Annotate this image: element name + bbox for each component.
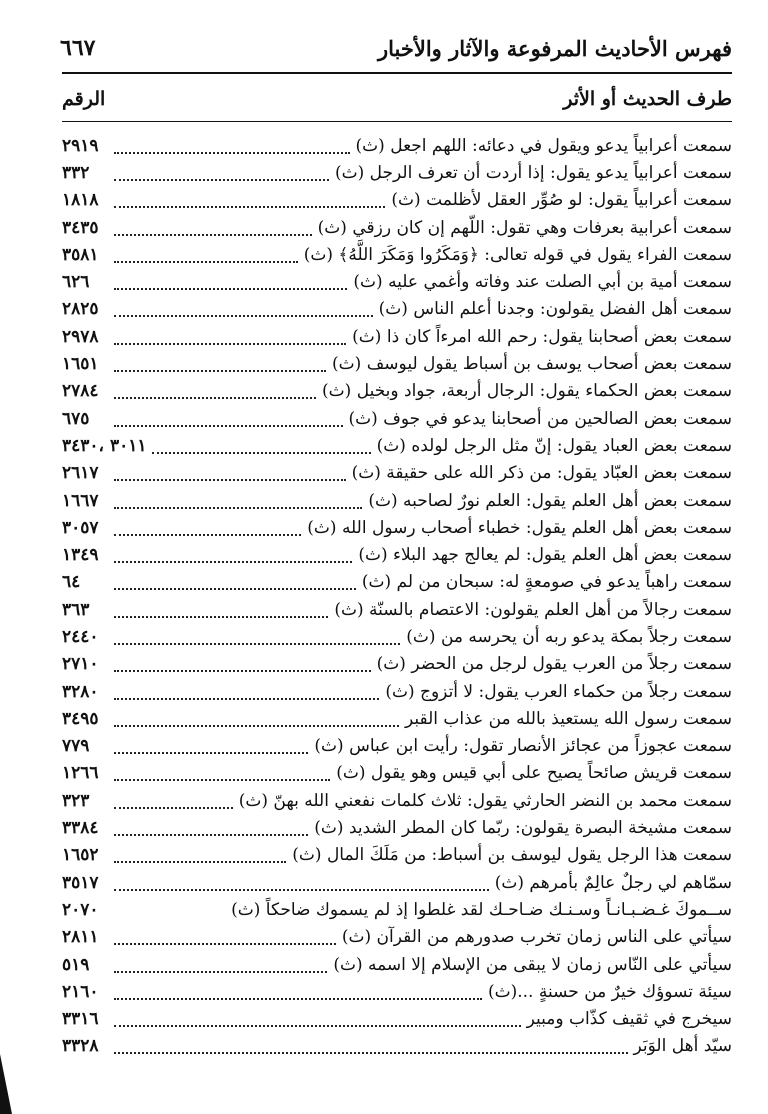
index-entry [62,596,732,623]
index-entry [62,159,732,186]
dot-leader [152,450,370,454]
dot-leader [114,750,308,754]
index-entry [62,514,732,541]
entry-number: ٦٤ [62,572,81,593]
entry-number: ١٦٥٢ [62,845,99,866]
entry-number: ٢٠٧٠ [62,899,99,920]
dot-leader [114,368,326,372]
entry-text: سمعت رجلاً من العرب يقول لرجل من الحضر (ث) [376,654,732,675]
entry-text: سمعت عجوزاً من عجائز الأنصار تقول: رأيت ابن عباس (ث) [314,736,732,757]
index-entry [62,569,732,596]
index-entry [62,951,732,978]
index-entry [62,268,732,295]
entry-text: سمعت قريش صائحاً يصيح على أبي قيس وهو يقول (ث) [336,763,732,784]
entry-text: سمعت بعض العبّاد يقول: من ذكر الله على حقيقة (ث) [351,463,732,484]
dot-leader [114,1050,628,1054]
entry-number: ٣٦٣ [62,599,90,620]
entry-number: ٣٣٢٨ [62,1036,99,1057]
entry-number: ٢٨١١ [62,927,99,948]
index-entry [62,487,732,514]
entry-text: سمعت رجلاً بمكة يدعو ربه أن يحرسه من (ث) [406,626,732,647]
dot-leader [114,777,330,781]
index-entry [62,378,732,405]
scan-edge-mark [0,1054,20,1114]
entry-number: ٣٣٨٤ [62,818,99,839]
entry-number: ٣٣١٦ [62,1009,99,1030]
entry-number: ١٨١٨ [62,190,99,211]
entry-number: ٢٧٨٤ [62,381,99,402]
index-entry [62,623,732,650]
dot-leader [114,859,286,863]
index-entry [62,1006,732,1033]
index-entry [62,896,732,923]
entry-text: سمعت أمية بن أبي الصلت عند وفاته وأغمي عليه (ث) [353,272,732,293]
entry-text: سمعت بعض أصحاب يوسف بن أسباط يقول ليوسف (ث) [332,354,732,375]
index-entry [62,705,732,732]
entry-text: سمعت بعض أهل العلم يقول: لم يعالج جهد البلاء (ث) [358,545,732,566]
text-column-header: طرف الحديث أو الأثر [563,88,732,110]
entry-number: ١٢٦٦ [62,763,99,784]
dot-leader [114,423,343,427]
dot-leader [114,532,301,536]
dot-leader [114,915,225,917]
dot-leader [114,941,336,945]
index-entry [62,350,732,377]
entry-text: سمعت أعرابياً يقول: لو صُوِّر العقل لأظلمت (ث) [391,190,732,211]
entry-text: سمعت رسول الله يستعيذ بالله من عذاب القبر [405,708,732,729]
dot-leader [114,723,399,727]
entry-number: ٢١٦٠ [62,981,99,1002]
entry-number: ٧٧٩ [62,736,90,757]
dot-leader [114,996,482,1000]
entry-text: سمعت رجلاً من حكماء العرب يقول: لا أتزوج (ث) [385,681,732,702]
entry-text: سمعت بعض الحكماء يقول: الرجال أربعة، جواد وبخيل (ث) [322,381,732,402]
index-entry [62,869,732,896]
entry-number: ٢٦١٧ [62,463,99,484]
dot-leader [114,505,362,509]
entry-text: سيخرج في ثقيف كذّاب ومبير [526,1009,732,1030]
entry-text: سيأتي على النّاس زمان لا يبقى من الإسلام إلا اسمه (ث) [333,954,732,975]
index-entry [62,924,732,951]
index-entry [62,814,732,841]
dot-leader [114,204,385,208]
column-headers [62,84,732,114]
dot-leader [114,259,298,263]
entry-text: سمعت مشيخة البصرة يقولون: ربّما كان المطر الشديد (ث) [314,818,732,839]
dot-leader [114,559,352,563]
page-header [60,30,732,66]
entry-text: سمعت أعرابية بعرفات وهي تقول: اللّهم إن كان رزقي (ث) [317,217,732,238]
index-entry [62,678,732,705]
index-entry [62,241,732,268]
index-entry [62,460,732,487]
entry-text: سمعت راهباً يدعو في صومعةٍ له: سبحان من لم (ث) [361,572,732,593]
entry-number: ٣٥١٧ [62,872,99,893]
dot-leader [114,286,347,290]
dot-leader [114,696,379,700]
index-entry [62,405,732,432]
entry-number: ٣٤٣٥ [62,217,99,238]
dot-leader [114,614,328,618]
entry-number: ٥١٩ [62,954,90,975]
entry-number: ١٣٤٩ [62,545,99,566]
entry-number: ٣٢٨٠ [62,681,99,702]
dot-leader [114,887,489,891]
dot-leader [114,805,233,809]
entry-text: سيّد أهل الوَبَر [633,1036,732,1057]
dot-leader [114,177,329,181]
header-rule [62,72,732,74]
index-entry [62,432,732,459]
entry-number: ٣٤٩٥ [62,708,99,729]
dot-leader [114,832,308,836]
entry-text: سمعت أهل الفضل يقولون: وجدنا أعلم الناس (ث) [378,299,732,320]
entry-number: ٦٧٥ [62,408,90,429]
entry-number: ٣٠٥٧ [62,517,99,538]
entry-text: سمعت رجالاً من أهل العلم يقولون: الاعتصام بالسنّة (ث) [334,599,732,620]
dot-leader [114,586,356,590]
entry-number: ٢٤٤٠ [62,626,99,647]
page-title: فهرس الأحاديث المرفوعة والآثار والأخبار [378,35,732,61]
dot-leader [114,341,346,345]
entry-number: ٢٨٢٥ [62,299,99,320]
entry-text: سمعت هذا الرجل يقول ليوسف بن أسباط: من مَلَكَ المال (ث) [292,845,732,866]
index-entry [62,787,732,814]
entry-text: سمعت أعرابياً يدعو يقول: إذا أردت أن تعرف الرجل (ث) [335,162,732,183]
dot-leader [114,395,316,399]
dot-leader [114,969,327,973]
index-entries [62,132,732,1060]
index-entry [62,1033,732,1060]
entry-number: ٣٠١١ ،٣٤٣٠ [62,435,147,456]
entry-number: ٢٩١٩ [62,135,99,156]
entry-text: سمعت بعض أهل العلم يقول: خطباء أصحاب رسول الله (ث) [307,517,732,538]
dot-leader [114,150,350,154]
entry-text: سمعت بعض أصحابنا يقول: رحم الله امرءاً كان ذا (ث) [352,326,732,347]
number-column-header: الرقم [62,88,106,110]
index-entry [62,760,732,787]
index-entry [62,541,732,568]
index-entry [62,733,732,760]
entry-number: ١٦٦٧ [62,490,99,511]
entry-text: سيئة تسوؤك خيرٌ من حسنةٍ ...(ث) [487,981,732,1002]
entry-text: سمعت بعض الصالحين من أصحابنا يدعو في جوف (ث) [348,408,732,429]
entry-text: سمعت بعض العباد يقول: إنّ مثل الرجل لولده (ث) [376,435,732,456]
index-entry [62,187,732,214]
index-entry [62,296,732,323]
entry-number: ٣٢٣ [62,790,90,811]
page-number: ٦٦٧ [60,35,96,61]
entry-number: ٣٣٢ [62,162,90,183]
entry-number: ٢٩٧٨ [62,326,99,347]
index-entry [62,651,732,678]
dot-leader [114,232,312,236]
entry-text: سمعت الفراء يقول في قوله تعالى: ﴿وَمَكَرُوا وَمَكَرَ اللَّهُ﴾ (ث) [303,245,732,266]
entry-number: ٦٢٦ [62,272,90,293]
entry-number: ١٦٥١ [62,354,99,375]
index-entry [62,842,732,869]
entry-text: سمعت أعرابياً يدعو ويقول في دعائه: اللهم اجعل (ث) [355,135,732,156]
dot-leader [114,668,371,672]
entry-text: سيأتي على الناس زمان تخرب صدورهم من القرآن (ث) [341,927,732,948]
dot-leader [114,477,346,481]
entry-text: سمعت محمد بن النضر الحارثي يقول: ثلاث كلمات نفعني الله بهنّ (ث) [238,790,732,811]
column-header-rule [62,121,732,122]
dot-leader [114,313,373,317]
entry-text: ســموكَ غـضـبـانـاً وسـنـك ضـاحـك لقد غلطوا إذ لم يسموك ضاحكاً (ث) [231,899,732,920]
dot-leader [114,641,400,645]
entry-number: ٢٧١٠ [62,654,99,675]
entry-text: سمعت بعض أهل العلم يقول: العلم نورٌ لصاحبه (ث) [368,490,732,511]
entry-number: ٣٥٨١ [62,244,99,265]
index-entry [62,214,732,241]
index-entry [62,978,732,1005]
entry-text: سمّاهم لي رجلٌ عالِمٌ بأمرهم (ث) [494,872,732,893]
dot-leader [114,1023,521,1027]
index-entry [62,323,732,350]
index-entry [62,132,732,159]
